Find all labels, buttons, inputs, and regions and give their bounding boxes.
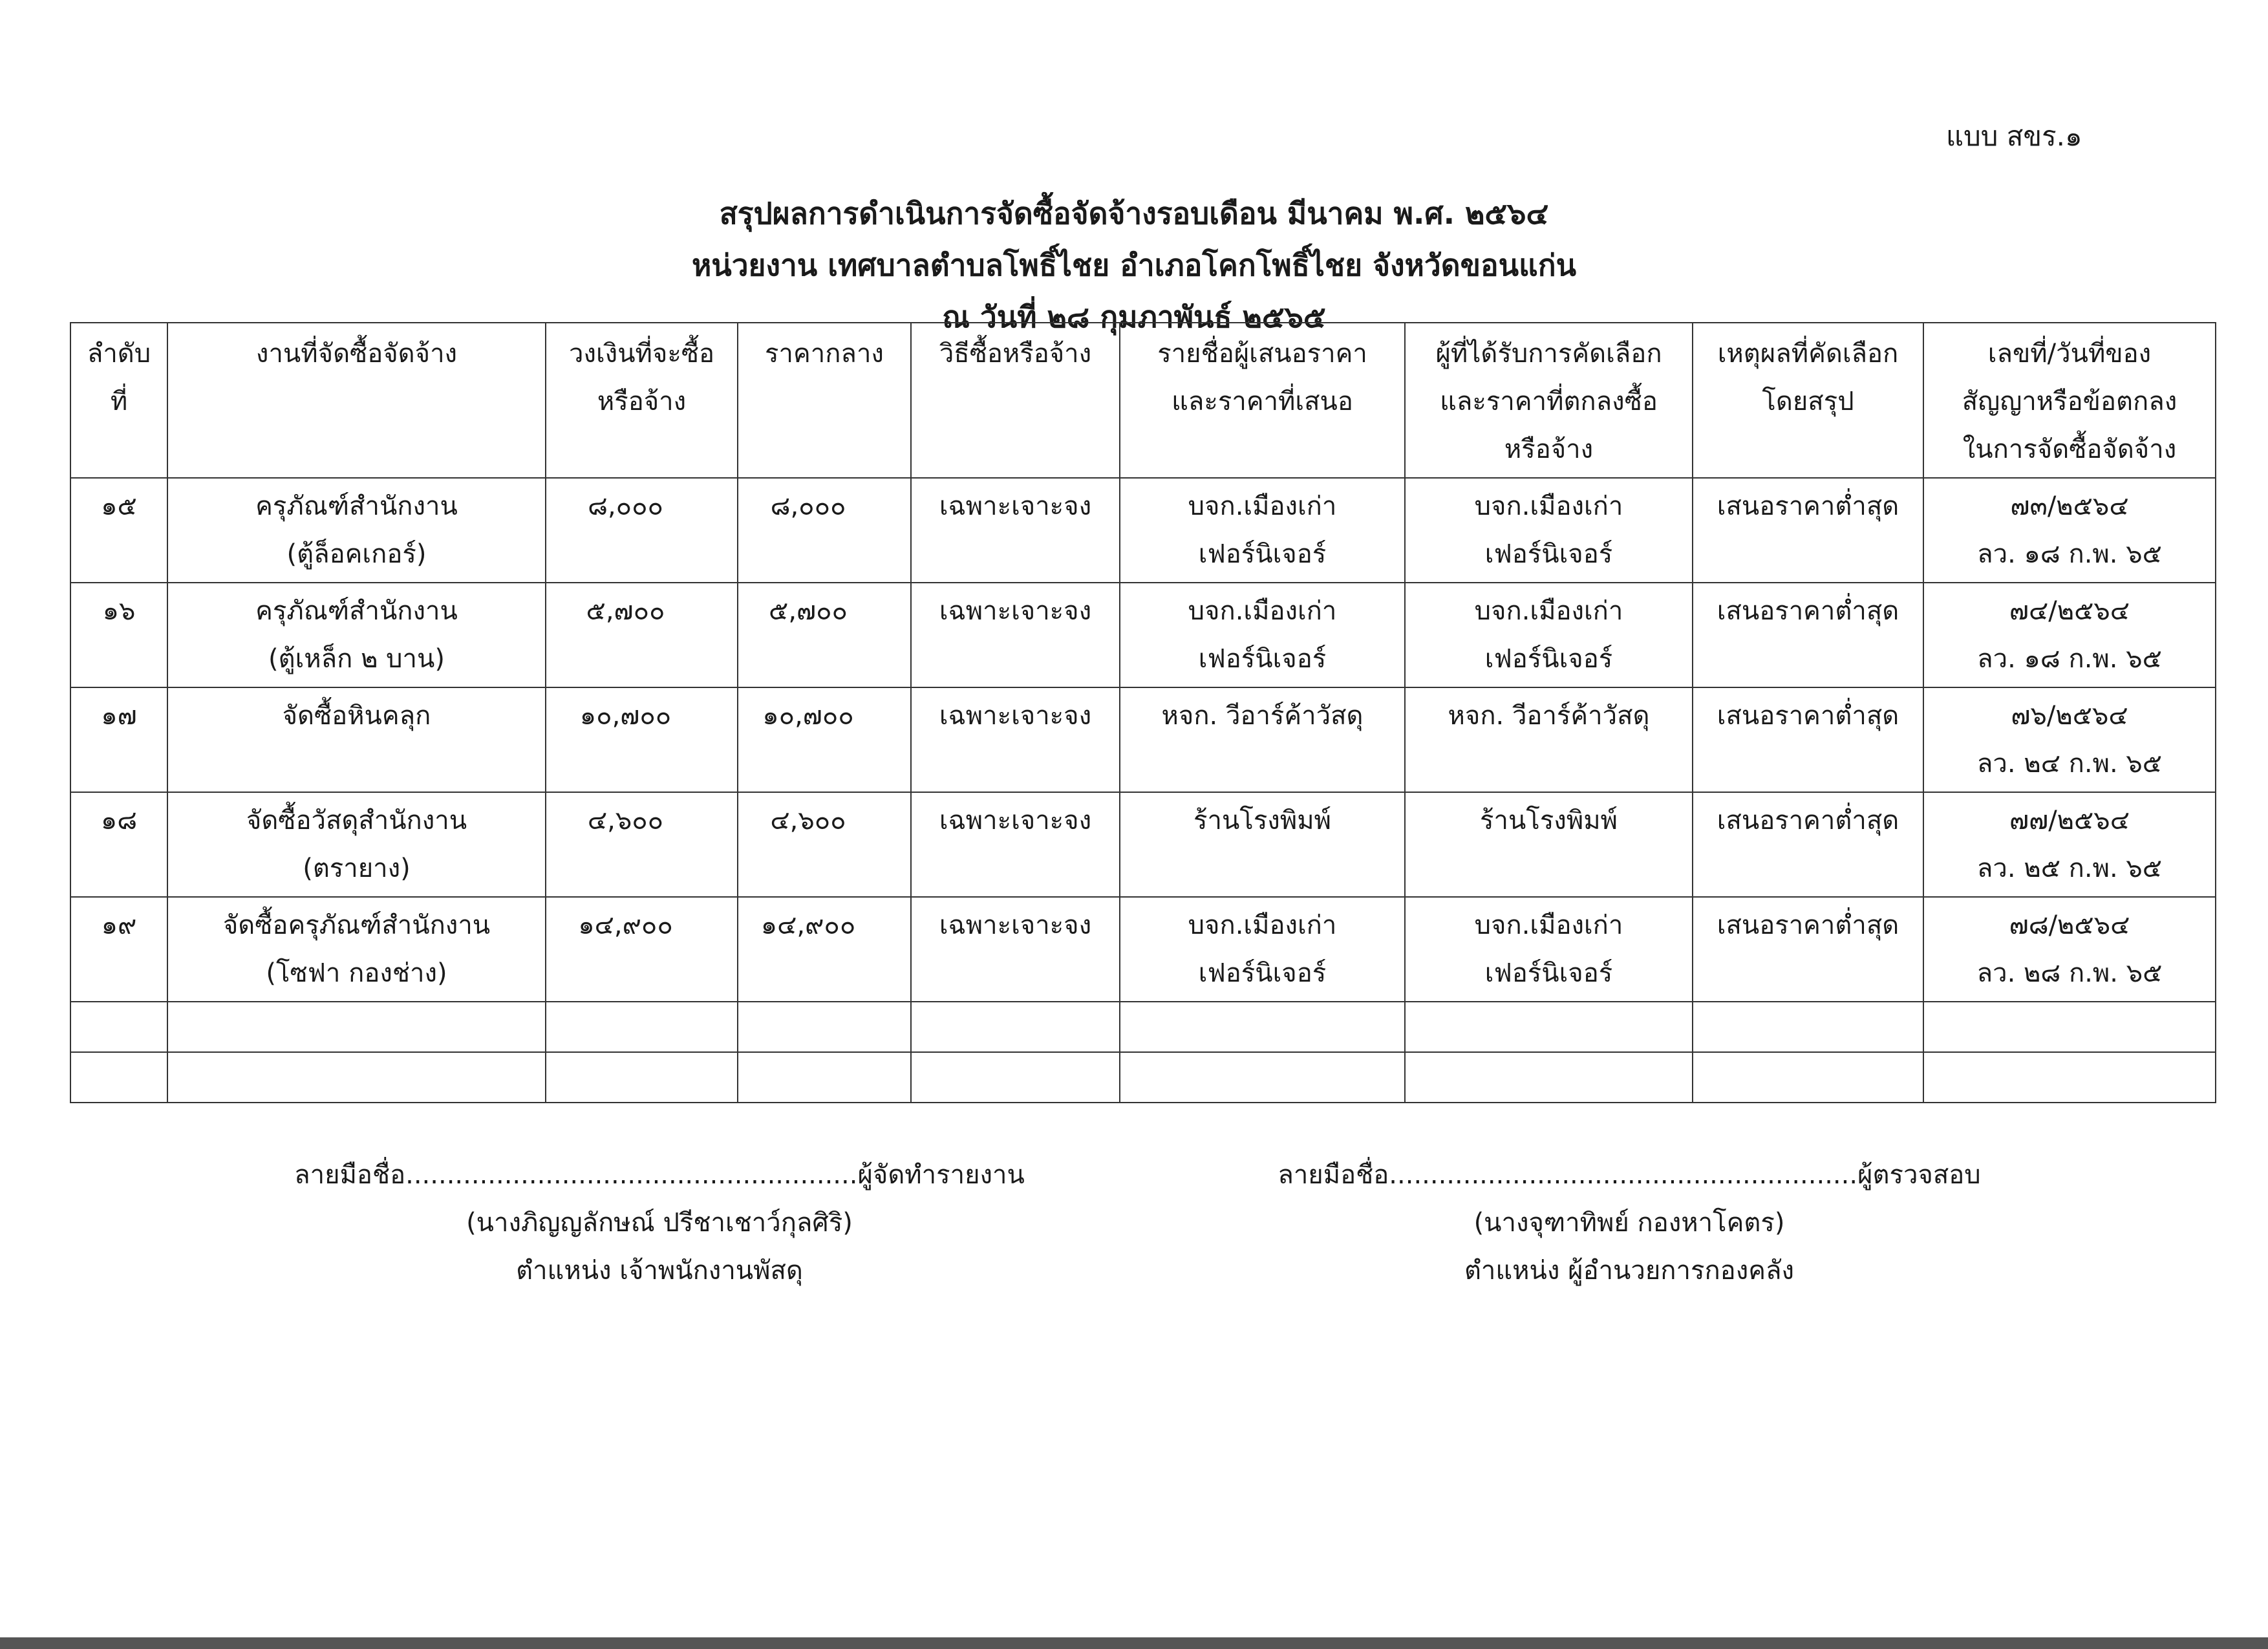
- cell-selected-line: เฟอร์นิเจอร์: [1484, 644, 1613, 674]
- cell-no: ๑๙: [70, 897, 167, 1002]
- cell-method: เฉพาะเจาะจง: [911, 792, 1120, 897]
- cell-no: ๑๘: [70, 792, 167, 897]
- header-bidders: [1120, 323, 1405, 478]
- cell-item-line: ครุภัณฑ์สำนักงาน: [255, 491, 458, 521]
- header-budget: [546, 323, 738, 478]
- cell-item-line: (ตู้ล็อคเกอร์): [286, 539, 427, 569]
- empty-table-row: [70, 1052, 2216, 1103]
- cell-item-line: จัดซื้อหินคลุก: [282, 701, 431, 731]
- header-text: ลำดับ: [87, 339, 151, 369]
- cell-median-price: ๘,๐๐๐: [738, 478, 911, 583]
- table-body: [70, 478, 2216, 1103]
- signature-block-preparer: [272, 1151, 1047, 1295]
- cell-reason: เสนอราคาต่ำสุด: [1693, 583, 1923, 687]
- cell-bidders-line: บจก.เมืองเก่า: [1188, 491, 1337, 521]
- cell-contract-line: ๗๓/๒๕๖๔: [2010, 491, 2129, 521]
- cell-item: [167, 583, 546, 687]
- cell-bidders-line: หจก. วีอาร์ค้าวัสดุ: [1161, 701, 1364, 731]
- cell-bidders-line: ร้านโรงพิมพ์: [1193, 806, 1331, 835]
- header-text: โดยสรุป: [1762, 387, 1854, 416]
- header-text: ในการจัดซื้อจัดจ้าง: [1962, 435, 2177, 464]
- header-contract: [1923, 323, 2216, 478]
- header-no: [70, 323, 167, 478]
- cell-contract-line: ๗๗/๒๕๖๔: [2009, 806, 2130, 835]
- header-text: และราคาที่ตกลงซื้อ: [1440, 387, 1658, 416]
- cell-bidders-line: บจก.เมืองเก่า: [1188, 911, 1337, 940]
- header-reason: [1693, 323, 1923, 478]
- cell-contract-line: ลว. ๒๕ ก.พ. ๖๕: [1976, 854, 2163, 883]
- cell-reason: เสนอราคาต่ำสุด: [1693, 687, 1923, 792]
- empty-cell: [167, 1052, 546, 1103]
- cell-item-line: จัดซื้อวัสดุสำนักงาน: [246, 806, 467, 835]
- empty-cell: [70, 1002, 167, 1052]
- cell-bidders-line: เฟอร์นิเจอร์: [1198, 958, 1327, 988]
- cell-bidders: [1120, 478, 1405, 583]
- cell-budget: ๕,๗๐๐: [546, 583, 738, 687]
- signer-position: ตำแหน่ง เจ้าพนักงานพัสดุ: [516, 1256, 803, 1286]
- table-row: [70, 478, 2216, 583]
- empty-cell: [70, 1052, 167, 1103]
- cell-selected-line: [1411, 740, 1687, 788]
- header-text: งานที่จัดซื้อจัดจ้าง: [255, 339, 458, 369]
- cell-reason: เสนอราคาต่ำสุด: [1693, 478, 1923, 583]
- cell-item-line: (ตู้เหล็ก ๒ บาน): [268, 644, 445, 674]
- cell-bidders: [1120, 897, 1405, 1002]
- empty-cell: [1405, 1052, 1693, 1103]
- empty-cell: [167, 1002, 546, 1052]
- cell-contract: [1923, 792, 2216, 897]
- cell-selected-line: ร้านโรงพิมพ์: [1480, 806, 1618, 835]
- cell-median-price: ๑๔,๙๐๐: [738, 897, 911, 1002]
- header-text: หรือจ้าง: [597, 387, 687, 416]
- header-median-price: [738, 323, 911, 478]
- document-title: [0, 188, 2268, 343]
- cell-selected-line: เฟอร์นิเจอร์: [1484, 958, 1613, 988]
- empty-cell: [1405, 1002, 1693, 1052]
- header-text: หรือจ้าง: [1504, 435, 1594, 464]
- cell-contract-line: ลว. ๒๘ ก.พ. ๖๕: [1976, 958, 2163, 988]
- empty-cell: [738, 1002, 911, 1052]
- signature-block-reviewer: [1241, 1151, 2017, 1295]
- header-text: เลขที่/วันที่ของ: [1987, 339, 2152, 369]
- cell-method: เฉพาะเจาะจง: [911, 583, 1120, 687]
- signature-line: ลายมือชื่อ.........................................................ผู้ตรวจสอบ: [1278, 1160, 1981, 1190]
- cell-selected: [1405, 897, 1693, 1002]
- cell-method: เฉพาะเจาะจง: [911, 478, 1120, 583]
- cell-item: [167, 792, 546, 897]
- cell-item-line: จัดซื้อครุภัณฑ์สำนักงาน: [222, 911, 491, 940]
- table-header-row: [70, 323, 2216, 478]
- cell-bidders-line: [1126, 845, 1399, 892]
- cell-selected-line: บจก.เมืองเก่า: [1474, 911, 1623, 940]
- empty-cell: [911, 1052, 1120, 1103]
- header-text: รายชื่อผู้เสนอราคา: [1157, 339, 1367, 369]
- empty-table-row: [70, 1002, 2216, 1052]
- cell-budget: ๘,๐๐๐: [546, 478, 738, 583]
- cell-item-line: [173, 740, 540, 788]
- cell-selected: [1405, 478, 1693, 583]
- cell-no: ๑๕: [70, 478, 167, 583]
- cell-method: เฉพาะเจาะจง: [911, 687, 1120, 792]
- cell-contract-line: ลว. ๑๘ ก.พ. ๖๕: [1977, 539, 2162, 569]
- cell-bidders: [1120, 583, 1405, 687]
- empty-cell: [1923, 1052, 2216, 1103]
- empty-cell: [546, 1002, 738, 1052]
- title-line-3: ณ วันที่ ๒๘ กุมภาพันธ์ ๒๕๖๕: [942, 299, 1326, 334]
- cell-reason: เสนอราคาต่ำสุด: [1693, 792, 1923, 897]
- header-text: และราคาที่เสนอ: [1171, 387, 1353, 416]
- empty-cell: [911, 1002, 1120, 1052]
- header-text: ราคากลาง: [765, 339, 884, 369]
- header-text: ที่: [110, 387, 128, 416]
- cell-item: [167, 687, 546, 792]
- cell-median-price: ๑๐,๗๐๐: [738, 687, 911, 792]
- cell-contract: [1923, 583, 2216, 687]
- cell-budget: ๑๐,๗๐๐: [546, 687, 738, 792]
- cell-selected-line: บจก.เมืองเก่า: [1474, 596, 1623, 626]
- header-text: วิธีซื้อหรือจ้าง: [939, 339, 1092, 369]
- cell-item: [167, 897, 546, 1002]
- signer-position: ตำแหน่ง ผู้อำนวยการกองคลัง: [1464, 1256, 1795, 1286]
- cell-contract-line: ลว. ๒๔ ก.พ. ๖๕: [1976, 749, 2163, 779]
- cell-contract: [1923, 897, 2216, 1002]
- procurement-table: [70, 322, 2216, 1103]
- signature-line: ลายมือชื่อ.......................................................ผู้จัดทำรายงาน: [294, 1160, 1025, 1190]
- cell-contract-line: ๗๘/๒๕๖๔: [2009, 911, 2130, 940]
- header-text: วงเงินที่จะซื้อ: [569, 339, 714, 369]
- empty-cell: [1693, 1052, 1923, 1103]
- signer-name: (นางภิญญลักษณ์ ปรีชาเชาว์กุลศิริ): [466, 1208, 853, 1238]
- signer-name: (นางจุฑาทิพย์ กองหาโคตร): [1473, 1208, 1785, 1238]
- cell-contract-line: ๗๖/๒๕๖๔: [2011, 701, 2128, 731]
- cell-budget: ๑๔,๙๐๐: [546, 897, 738, 1002]
- cell-contract: [1923, 478, 2216, 583]
- cell-bidders-line: [1126, 740, 1399, 788]
- header-method: [911, 323, 1120, 478]
- cell-no: ๑๗: [70, 687, 167, 792]
- empty-cell: [1923, 1002, 2216, 1052]
- title-line-2: หน่วยงาน เทศบาลตำบลโพธิ์ไชย อำเภอโคกโพธิ์ไชย จังหวัดขอนแก่น: [691, 248, 1577, 283]
- cell-contract: [1923, 687, 2216, 792]
- table-row: [70, 792, 2216, 897]
- header-item: [167, 323, 546, 478]
- cell-median-price: ๔,๖๐๐: [738, 792, 911, 897]
- title-line-1: สรุปผลการดำเนินการจัดซื้อจัดจ้างรอบเดือน มีนาคม พ.ศ. ๒๕๖๔: [719, 196, 1549, 231]
- cell-median-price: ๕,๗๐๐: [738, 583, 911, 687]
- header-selected: [1405, 323, 1693, 478]
- header-text: ผู้ที่ได้รับการคัดเลือก: [1435, 339, 1662, 369]
- table-row: [70, 687, 2216, 792]
- cell-selected-line: บจก.เมืองเก่า: [1474, 491, 1623, 521]
- header-text: เหตุผลที่คัดเลือก: [1717, 339, 1899, 369]
- cell-selected: [1405, 687, 1693, 792]
- cell-item-line: ครุภัณฑ์สำนักงาน: [255, 596, 458, 626]
- cell-selected-line: หจก. วีอาร์ค้าวัสดุ: [1448, 701, 1650, 731]
- table-row: [70, 897, 2216, 1002]
- cell-reason: เสนอราคาต่ำสุด: [1693, 897, 1923, 1002]
- cell-selected: [1405, 792, 1693, 897]
- cell-method: เฉพาะเจาะจง: [911, 897, 1120, 1002]
- cell-item: [167, 478, 546, 583]
- empty-cell: [546, 1052, 738, 1103]
- form-code: แบบ สขร.๑: [1946, 120, 2082, 152]
- cell-item-line: (โซฟา กองช่าง): [266, 958, 447, 988]
- empty-cell: [1120, 1052, 1405, 1103]
- cell-bidders-line: บจก.เมืองเก่า: [1188, 596, 1337, 626]
- cell-selected-line: เฟอร์นิเจอร์: [1484, 539, 1613, 569]
- cell-contract-line: ๗๔/๒๕๖๔: [2009, 596, 2130, 626]
- cell-bidders: [1120, 792, 1405, 897]
- scan-edge-bar: [0, 1637, 2268, 1649]
- cell-contract-line: ลว. ๑๘ ก.พ. ๖๕: [1977, 644, 2162, 674]
- table-row: [70, 583, 2216, 687]
- empty-cell: [1693, 1002, 1923, 1052]
- cell-bidders-line: เฟอร์นิเจอร์: [1198, 644, 1327, 674]
- empty-cell: [738, 1052, 911, 1103]
- cell-no: ๑๖: [70, 583, 167, 687]
- empty-cell: [1120, 1002, 1405, 1052]
- cell-bidders: [1120, 687, 1405, 792]
- header-text: สัญญาหรือข้อตกลง: [1962, 387, 2177, 416]
- cell-bidders-line: เฟอร์นิเจอร์: [1198, 539, 1327, 569]
- cell-item-line: (ตรายาง): [303, 854, 411, 883]
- cell-budget: ๔,๖๐๐: [546, 792, 738, 897]
- cell-selected: [1405, 583, 1693, 687]
- cell-selected-line: [1411, 845, 1687, 892]
